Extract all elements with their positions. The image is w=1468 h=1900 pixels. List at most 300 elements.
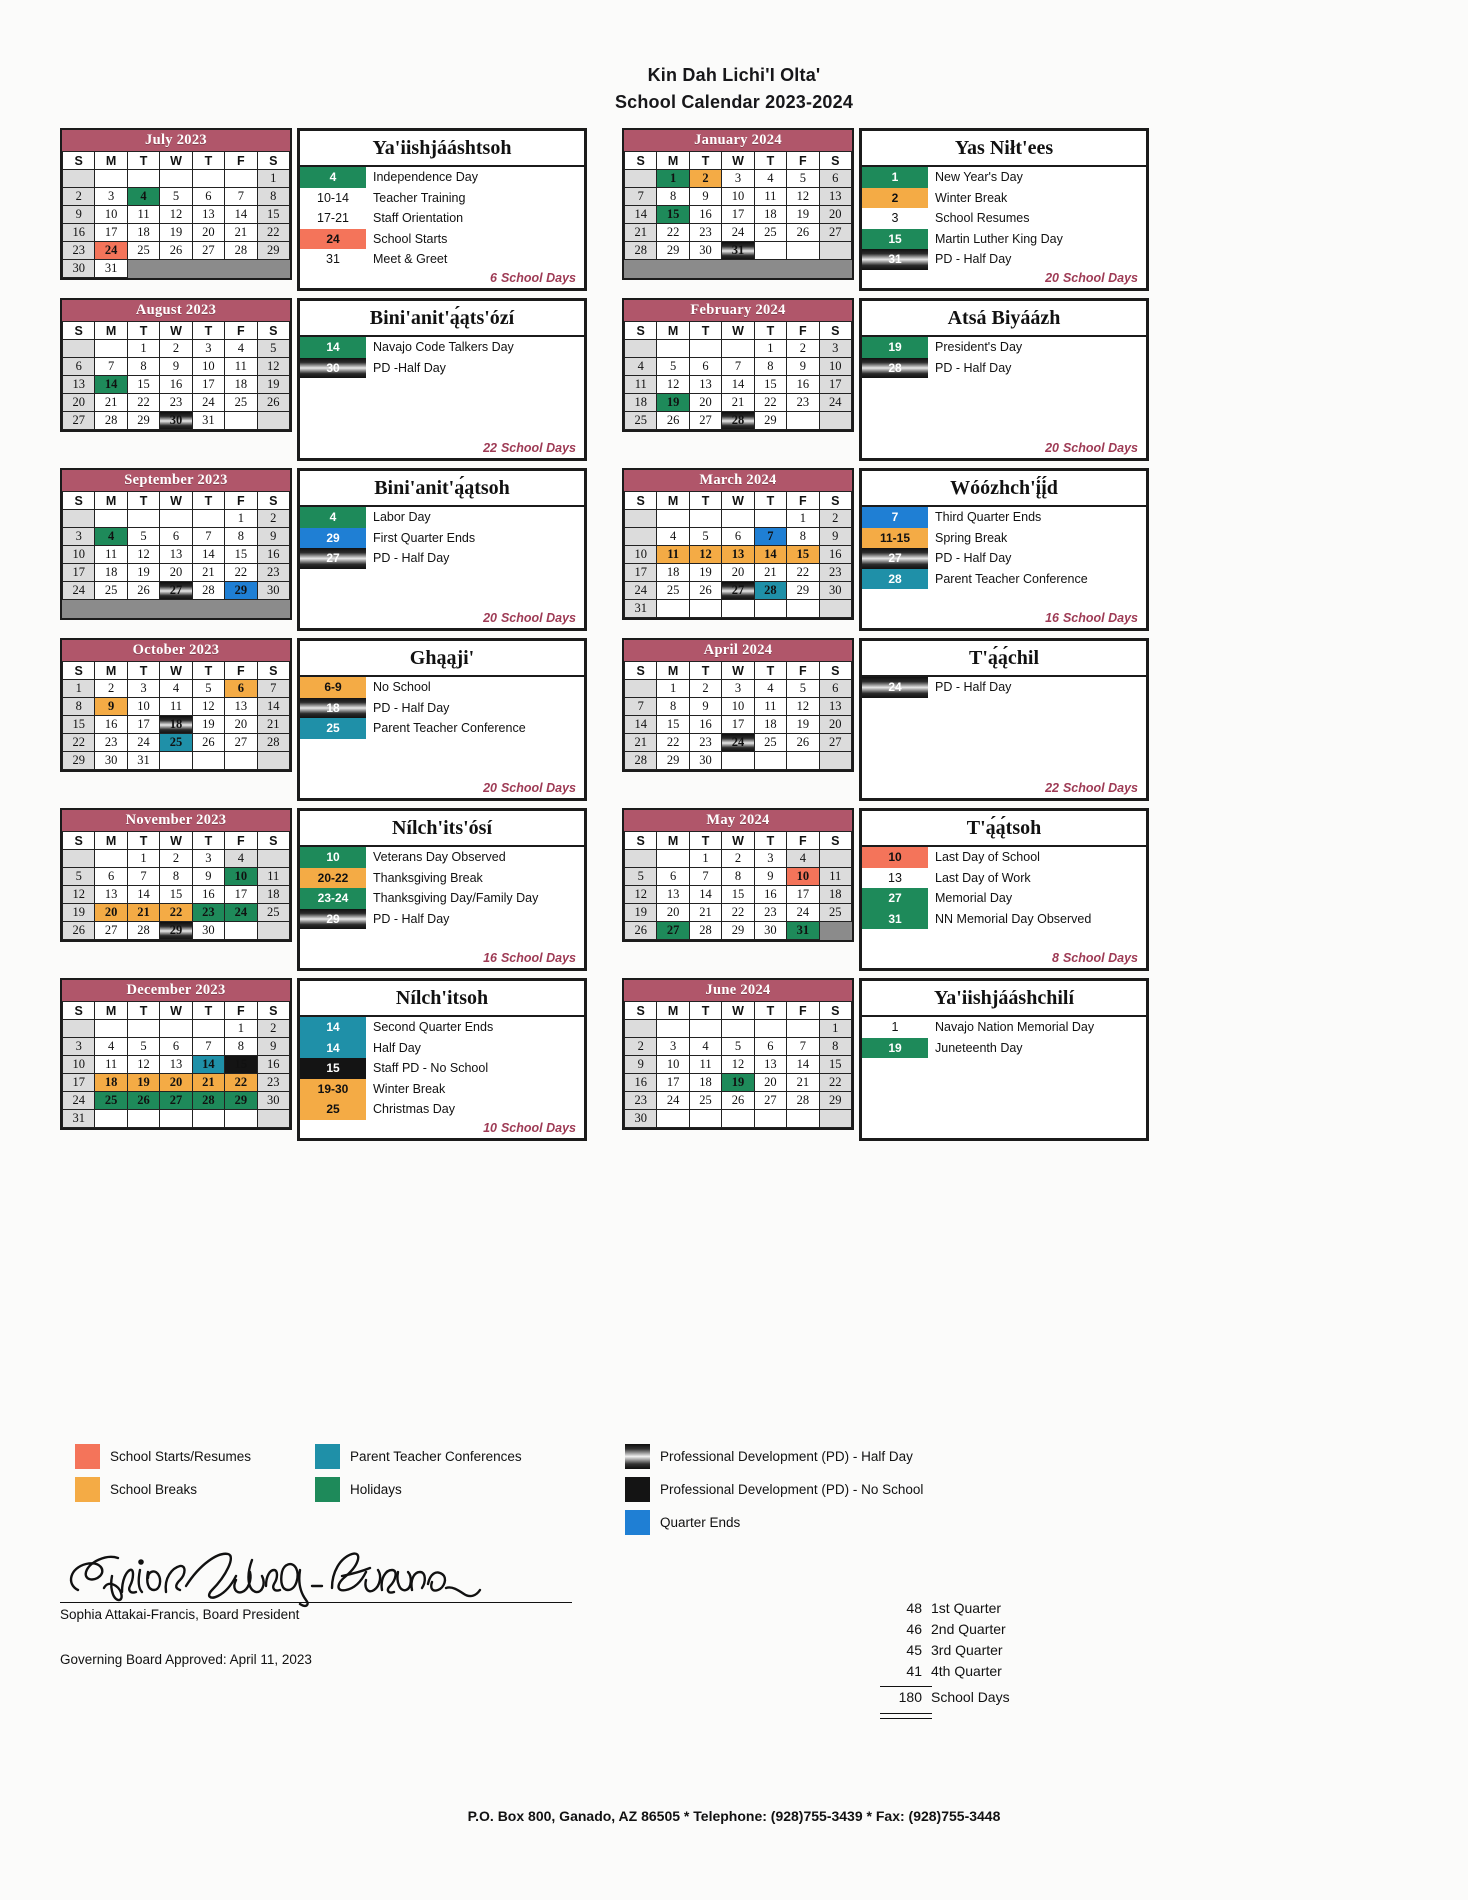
day-cell[interactable]: 21: [754, 564, 786, 582]
day-cell[interactable]: 8: [127, 358, 159, 376]
day-cell[interactable]: 23: [754, 904, 786, 922]
day-cell[interactable]: 1: [63, 680, 95, 698]
day-cell[interactable]: 24: [127, 734, 159, 752]
day-cell[interactable]: 26: [257, 394, 289, 412]
day-cell[interactable]: 12: [127, 546, 159, 564]
day-cell[interactable]: 2: [819, 510, 851, 528]
day-cell[interactable]: 7: [127, 868, 159, 886]
day-cell[interactable]: 21: [192, 1074, 224, 1092]
day-cell[interactable]: 17: [192, 376, 224, 394]
day-cell[interactable]: 19: [657, 394, 689, 412]
day-cell[interactable]: 12: [160, 206, 192, 224]
day-cell[interactable]: 7: [722, 358, 754, 376]
day-cell[interactable]: 6: [689, 358, 721, 376]
day-cell[interactable]: 5: [63, 868, 95, 886]
day-cell[interactable]: 15: [754, 376, 786, 394]
day-cell[interactable]: 2: [625, 1038, 657, 1056]
day-cell[interactable]: 1: [127, 340, 159, 358]
day-cell[interactable]: 25: [625, 412, 657, 430]
day-cell[interactable]: 27: [160, 1092, 192, 1110]
day-cell[interactable]: 5: [722, 1038, 754, 1056]
day-cell[interactable]: 13: [95, 886, 127, 904]
day-cell[interactable]: 5: [657, 358, 689, 376]
day-cell[interactable]: 21: [257, 716, 289, 734]
day-cell[interactable]: 6: [95, 868, 127, 886]
day-cell[interactable]: 27: [819, 224, 851, 242]
day-cell[interactable]: 26: [127, 1092, 159, 1110]
day-cell[interactable]: 22: [63, 734, 95, 752]
day-cell[interactable]: 15: [127, 376, 159, 394]
day-cell[interactable]: 27: [225, 734, 257, 752]
day-cell[interactable]: 16: [689, 716, 721, 734]
day-cell[interactable]: 28: [689, 922, 721, 940]
day-cell[interactable]: 24: [722, 224, 754, 242]
day-cell[interactable]: 1: [754, 340, 786, 358]
day-cell[interactable]: 10: [787, 868, 819, 886]
day-cell[interactable]: 14: [192, 1056, 224, 1074]
day-cell[interactable]: 15: [657, 206, 689, 224]
day-cell[interactable]: 22: [257, 224, 289, 242]
day-cell[interactable]: 24: [657, 1092, 689, 1110]
day-cell[interactable]: 2: [63, 188, 95, 206]
day-cell[interactable]: 3: [722, 680, 754, 698]
day-cell[interactable]: 17: [787, 886, 819, 904]
day-cell[interactable]: 18: [160, 716, 192, 734]
day-cell[interactable]: 10: [625, 546, 657, 564]
day-cell[interactable]: 8: [754, 358, 786, 376]
day-cell[interactable]: 23: [787, 394, 819, 412]
day-cell[interactable]: 9: [160, 358, 192, 376]
day-cell[interactable]: 30: [63, 260, 95, 278]
day-cell[interactable]: 17: [657, 1074, 689, 1092]
day-cell[interactable]: 14: [225, 206, 257, 224]
day-cell[interactable]: 1: [657, 170, 689, 188]
day-cell[interactable]: 5: [257, 340, 289, 358]
day-cell[interactable]: 10: [63, 546, 95, 564]
day-cell[interactable]: 14: [625, 206, 657, 224]
day-cell[interactable]: 29: [787, 582, 819, 600]
day-cell[interactable]: 30: [257, 582, 289, 600]
day-cell[interactable]: 22: [160, 904, 192, 922]
day-cell[interactable]: 20: [689, 394, 721, 412]
day-cell[interactable]: 29: [257, 242, 289, 260]
day-cell[interactable]: 28: [625, 752, 657, 770]
day-cell[interactable]: 23: [95, 734, 127, 752]
day-cell[interactable]: 6: [819, 680, 851, 698]
day-cell[interactable]: 2: [160, 850, 192, 868]
day-cell[interactable]: 30: [95, 752, 127, 770]
day-cell[interactable]: 15: [225, 1056, 257, 1074]
day-cell[interactable]: 8: [225, 528, 257, 546]
day-cell[interactable]: 18: [225, 376, 257, 394]
day-cell[interactable]: 4: [225, 850, 257, 868]
day-cell[interactable]: 28: [787, 1092, 819, 1110]
day-cell[interactable]: 13: [819, 188, 851, 206]
day-cell[interactable]: 17: [625, 564, 657, 582]
day-cell[interactable]: 11: [160, 698, 192, 716]
day-cell[interactable]: 6: [225, 680, 257, 698]
day-cell[interactable]: 23: [625, 1092, 657, 1110]
day-cell[interactable]: 27: [754, 1092, 786, 1110]
day-cell[interactable]: 6: [754, 1038, 786, 1056]
day-cell[interactable]: 14: [127, 886, 159, 904]
day-cell[interactable]: 6: [192, 188, 224, 206]
day-cell[interactable]: 30: [160, 412, 192, 430]
day-cell[interactable]: 7: [625, 698, 657, 716]
day-cell[interactable]: 17: [225, 886, 257, 904]
day-cell[interactable]: 31: [127, 752, 159, 770]
day-cell[interactable]: 13: [819, 698, 851, 716]
day-cell[interactable]: 20: [819, 206, 851, 224]
day-cell[interactable]: 6: [160, 528, 192, 546]
day-cell[interactable]: 31: [722, 242, 754, 260]
day-cell[interactable]: 20: [160, 564, 192, 582]
day-cell[interactable]: 9: [625, 1056, 657, 1074]
day-cell[interactable]: 19: [625, 904, 657, 922]
day-cell[interactable]: 22: [225, 564, 257, 582]
day-cell[interactable]: 10: [63, 1056, 95, 1074]
day-cell[interactable]: 27: [657, 922, 689, 940]
day-cell[interactable]: 28: [127, 922, 159, 940]
day-cell[interactable]: 2: [257, 1020, 289, 1038]
day-cell[interactable]: 1: [819, 1020, 851, 1038]
day-cell[interactable]: 24: [63, 1092, 95, 1110]
day-cell[interactable]: 9: [819, 528, 851, 546]
day-cell[interactable]: 15: [819, 1056, 851, 1074]
day-cell[interactable]: 21: [225, 224, 257, 242]
day-cell[interactable]: 2: [160, 340, 192, 358]
day-cell[interactable]: 22: [722, 904, 754, 922]
day-cell[interactable]: 21: [787, 1074, 819, 1092]
day-cell[interactable]: 10: [95, 206, 127, 224]
day-cell[interactable]: 5: [127, 1038, 159, 1056]
day-cell[interactable]: 1: [225, 510, 257, 528]
day-cell[interactable]: 16: [192, 886, 224, 904]
day-cell[interactable]: 4: [787, 850, 819, 868]
day-cell[interactable]: 5: [160, 188, 192, 206]
day-cell[interactable]: 18: [95, 1074, 127, 1092]
day-cell[interactable]: 26: [657, 412, 689, 430]
day-cell[interactable]: 27: [95, 922, 127, 940]
day-cell[interactable]: 9: [787, 358, 819, 376]
day-cell[interactable]: 24: [625, 582, 657, 600]
day-cell[interactable]: 9: [754, 868, 786, 886]
day-cell[interactable]: 20: [225, 716, 257, 734]
day-cell[interactable]: 16: [754, 886, 786, 904]
day-cell[interactable]: 20: [819, 716, 851, 734]
day-cell[interactable]: 24: [95, 242, 127, 260]
day-cell[interactable]: 21: [127, 904, 159, 922]
day-cell[interactable]: 17: [819, 376, 851, 394]
day-cell[interactable]: 29: [754, 412, 786, 430]
day-cell[interactable]: 12: [192, 698, 224, 716]
day-cell[interactable]: 25: [754, 734, 786, 752]
day-cell[interactable]: 30: [819, 582, 851, 600]
day-cell[interactable]: 27: [192, 242, 224, 260]
day-cell[interactable]: 11: [819, 868, 851, 886]
day-cell[interactable]: 22: [819, 1074, 851, 1092]
day-cell[interactable]: 21: [192, 564, 224, 582]
day-cell[interactable]: 1: [689, 850, 721, 868]
day-cell[interactable]: 20: [63, 394, 95, 412]
day-cell[interactable]: 9: [192, 868, 224, 886]
day-cell[interactable]: 29: [225, 1092, 257, 1110]
day-cell[interactable]: 31: [787, 922, 819, 940]
day-cell[interactable]: 21: [95, 394, 127, 412]
day-cell[interactable]: 4: [754, 680, 786, 698]
day-cell[interactable]: 5: [787, 170, 819, 188]
day-cell[interactable]: 9: [689, 188, 721, 206]
day-cell[interactable]: 30: [192, 922, 224, 940]
day-cell[interactable]: 20: [95, 904, 127, 922]
day-cell[interactable]: 19: [160, 224, 192, 242]
day-cell[interactable]: 18: [657, 564, 689, 582]
day-cell[interactable]: 20: [754, 1074, 786, 1092]
day-cell[interactable]: 10: [722, 188, 754, 206]
day-cell[interactable]: 1: [787, 510, 819, 528]
day-cell[interactable]: 23: [192, 904, 224, 922]
day-cell[interactable]: 22: [225, 1074, 257, 1092]
day-cell[interactable]: 27: [63, 412, 95, 430]
day-cell[interactable]: 11: [95, 1056, 127, 1074]
day-cell[interactable]: 7: [192, 528, 224, 546]
day-cell[interactable]: 17: [722, 716, 754, 734]
day-cell[interactable]: 22: [787, 564, 819, 582]
day-cell[interactable]: 15: [657, 716, 689, 734]
day-cell[interactable]: 7: [95, 358, 127, 376]
day-cell[interactable]: 14: [257, 698, 289, 716]
day-cell[interactable]: 11: [257, 868, 289, 886]
day-cell[interactable]: 3: [63, 1038, 95, 1056]
day-cell[interactable]: 31: [192, 412, 224, 430]
day-cell[interactable]: 5: [192, 680, 224, 698]
day-cell[interactable]: 17: [63, 1074, 95, 1092]
day-cell[interactable]: 28: [192, 582, 224, 600]
day-cell[interactable]: 13: [657, 886, 689, 904]
day-cell[interactable]: 2: [257, 510, 289, 528]
day-cell[interactable]: 29: [657, 242, 689, 260]
day-cell[interactable]: 10: [192, 358, 224, 376]
day-cell[interactable]: 25: [689, 1092, 721, 1110]
day-cell[interactable]: 15: [225, 546, 257, 564]
day-cell[interactable]: 24: [787, 904, 819, 922]
day-cell[interactable]: 1: [657, 680, 689, 698]
day-cell[interactable]: 4: [160, 680, 192, 698]
day-cell[interactable]: 12: [689, 546, 721, 564]
day-cell[interactable]: 18: [257, 886, 289, 904]
day-cell[interactable]: 23: [819, 564, 851, 582]
day-cell[interactable]: 19: [787, 716, 819, 734]
day-cell[interactable]: 6: [722, 528, 754, 546]
day-cell[interactable]: 31: [625, 600, 657, 618]
day-cell[interactable]: 16: [257, 546, 289, 564]
day-cell[interactable]: 26: [63, 922, 95, 940]
day-cell[interactable]: 26: [625, 922, 657, 940]
day-cell[interactable]: 13: [160, 1056, 192, 1074]
day-cell[interactable]: 17: [63, 564, 95, 582]
day-cell[interactable]: 29: [225, 582, 257, 600]
day-cell[interactable]: 25: [819, 904, 851, 922]
day-cell[interactable]: 14: [754, 546, 786, 564]
day-cell[interactable]: 25: [225, 394, 257, 412]
day-cell[interactable]: 31: [63, 1110, 95, 1128]
day-cell[interactable]: 29: [127, 412, 159, 430]
day-cell[interactable]: 26: [689, 582, 721, 600]
day-cell[interactable]: 22: [657, 224, 689, 242]
day-cell[interactable]: 2: [95, 680, 127, 698]
day-cell[interactable]: 18: [127, 224, 159, 242]
day-cell[interactable]: 11: [657, 546, 689, 564]
day-cell[interactable]: 23: [63, 242, 95, 260]
day-cell[interactable]: 14: [625, 716, 657, 734]
day-cell[interactable]: 8: [63, 698, 95, 716]
day-cell[interactable]: 1: [225, 1020, 257, 1038]
day-cell[interactable]: 19: [127, 564, 159, 582]
day-cell[interactable]: 26: [787, 224, 819, 242]
day-cell[interactable]: 21: [689, 904, 721, 922]
day-cell[interactable]: 11: [95, 546, 127, 564]
day-cell[interactable]: 28: [625, 242, 657, 260]
day-cell[interactable]: 28: [257, 734, 289, 752]
day-cell[interactable]: 3: [95, 188, 127, 206]
day-cell[interactable]: 3: [127, 680, 159, 698]
day-cell[interactable]: 12: [787, 698, 819, 716]
day-cell[interactable]: 14: [787, 1056, 819, 1074]
day-cell[interactable]: 12: [127, 1056, 159, 1074]
day-cell[interactable]: 11: [225, 358, 257, 376]
day-cell[interactable]: 8: [722, 868, 754, 886]
day-cell[interactable]: 12: [63, 886, 95, 904]
day-cell[interactable]: 30: [689, 242, 721, 260]
day-cell[interactable]: 31: [95, 260, 127, 278]
day-cell[interactable]: 11: [754, 188, 786, 206]
day-cell[interactable]: 24: [722, 734, 754, 752]
day-cell[interactable]: 15: [722, 886, 754, 904]
day-cell[interactable]: 8: [160, 868, 192, 886]
day-cell[interactable]: 16: [819, 546, 851, 564]
day-cell[interactable]: 25: [754, 224, 786, 242]
day-cell[interactable]: 28: [192, 1092, 224, 1110]
day-cell[interactable]: 4: [689, 1038, 721, 1056]
day-cell[interactable]: 29: [722, 922, 754, 940]
day-cell[interactable]: 28: [754, 582, 786, 600]
day-cell[interactable]: 27: [819, 734, 851, 752]
day-cell[interactable]: 11: [689, 1056, 721, 1074]
day-cell[interactable]: 5: [787, 680, 819, 698]
day-cell[interactable]: 13: [160, 546, 192, 564]
day-cell[interactable]: 19: [257, 376, 289, 394]
day-cell[interactable]: 11: [625, 376, 657, 394]
day-cell[interactable]: 26: [787, 734, 819, 752]
day-cell[interactable]: 5: [625, 868, 657, 886]
day-cell[interactable]: 2: [722, 850, 754, 868]
day-cell[interactable]: 16: [257, 1056, 289, 1074]
day-cell[interactable]: 19: [192, 716, 224, 734]
day-cell[interactable]: 15: [257, 206, 289, 224]
day-cell[interactable]: 12: [787, 188, 819, 206]
day-cell[interactable]: 13: [754, 1056, 786, 1074]
day-cell[interactable]: 7: [754, 528, 786, 546]
day-cell[interactable]: 19: [689, 564, 721, 582]
day-cell[interactable]: 10: [657, 1056, 689, 1074]
day-cell[interactable]: 28: [95, 412, 127, 430]
day-cell[interactable]: 8: [257, 188, 289, 206]
day-cell[interactable]: 15: [63, 716, 95, 734]
day-cell[interactable]: 4: [225, 340, 257, 358]
day-cell[interactable]: 15: [160, 886, 192, 904]
day-cell[interactable]: 22: [657, 734, 689, 752]
day-cell[interactable]: 14: [722, 376, 754, 394]
day-cell[interactable]: 25: [657, 582, 689, 600]
day-cell[interactable]: 16: [95, 716, 127, 734]
day-cell[interactable]: 16: [787, 376, 819, 394]
day-cell[interactable]: 3: [657, 1038, 689, 1056]
day-cell[interactable]: 1: [257, 170, 289, 188]
day-cell[interactable]: 7: [689, 868, 721, 886]
day-cell[interactable]: 18: [754, 716, 786, 734]
day-cell[interactable]: 25: [95, 582, 127, 600]
day-cell[interactable]: 6: [63, 358, 95, 376]
day-cell[interactable]: 7: [192, 1038, 224, 1056]
day-cell[interactable]: 12: [625, 886, 657, 904]
day-cell[interactable]: 7: [225, 188, 257, 206]
day-cell[interactable]: 12: [722, 1056, 754, 1074]
day-cell[interactable]: 16: [160, 376, 192, 394]
day-cell[interactable]: 20: [722, 564, 754, 582]
day-cell[interactable]: 17: [722, 206, 754, 224]
day-cell[interactable]: 3: [192, 340, 224, 358]
day-cell[interactable]: 24: [225, 904, 257, 922]
day-cell[interactable]: 20: [160, 1074, 192, 1092]
day-cell[interactable]: 13: [225, 698, 257, 716]
day-cell[interactable]: 20: [657, 904, 689, 922]
day-cell[interactable]: 9: [95, 698, 127, 716]
day-cell[interactable]: 19: [127, 1074, 159, 1092]
day-cell[interactable]: 13: [63, 376, 95, 394]
day-cell[interactable]: 13: [192, 206, 224, 224]
day-cell[interactable]: 25: [95, 1092, 127, 1110]
day-cell[interactable]: 27: [160, 582, 192, 600]
day-cell[interactable]: 22: [754, 394, 786, 412]
day-cell[interactable]: 24: [63, 582, 95, 600]
day-cell[interactable]: 29: [819, 1092, 851, 1110]
day-cell[interactable]: 4: [657, 528, 689, 546]
day-cell[interactable]: 6: [160, 1038, 192, 1056]
day-cell[interactable]: 9: [257, 1038, 289, 1056]
day-cell[interactable]: 5: [127, 528, 159, 546]
day-cell[interactable]: 7: [625, 188, 657, 206]
day-cell[interactable]: 27: [689, 412, 721, 430]
day-cell[interactable]: 11: [754, 698, 786, 716]
day-cell[interactable]: 4: [127, 188, 159, 206]
day-cell[interactable]: 26: [192, 734, 224, 752]
day-cell[interactable]: 30: [625, 1110, 657, 1128]
day-cell[interactable]: 9: [63, 206, 95, 224]
day-cell[interactable]: 23: [689, 224, 721, 242]
day-cell[interactable]: 18: [625, 394, 657, 412]
day-cell[interactable]: 21: [625, 224, 657, 242]
day-cell[interactable]: 2: [689, 680, 721, 698]
day-cell[interactable]: 10: [722, 698, 754, 716]
day-cell[interactable]: 18: [689, 1074, 721, 1092]
day-cell[interactable]: 29: [160, 922, 192, 940]
day-cell[interactable]: 26: [127, 582, 159, 600]
day-cell[interactable]: 6: [657, 868, 689, 886]
day-cell[interactable]: 19: [722, 1074, 754, 1092]
day-cell[interactable]: 21: [625, 734, 657, 752]
day-cell[interactable]: 13: [722, 546, 754, 564]
day-cell[interactable]: 10: [127, 698, 159, 716]
